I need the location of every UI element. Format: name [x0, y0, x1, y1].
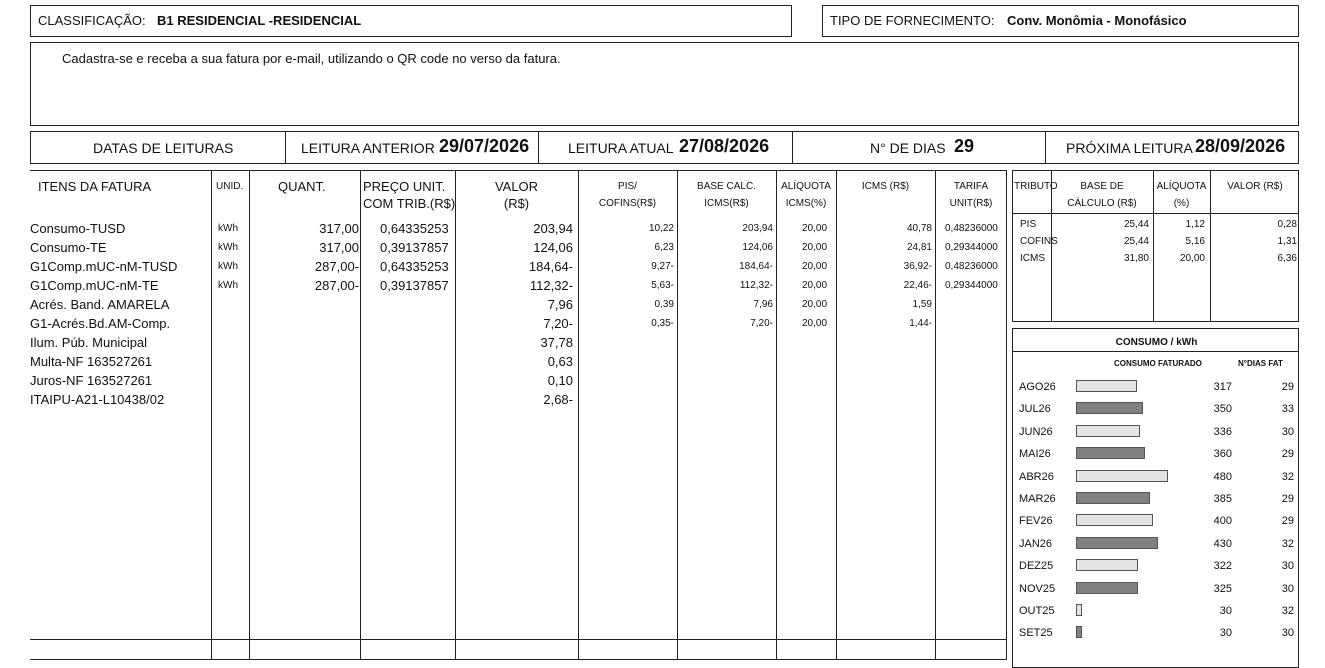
chart-dias-label: 33 [1281, 403, 1294, 416]
itens-tarifa-cell: 0,29344000 [945, 242, 998, 253]
chart-row [1013, 466, 1300, 488]
num-dias-value: 29 [954, 136, 975, 156]
col-valor-1: VALOR [494, 179, 539, 194]
chart-row [1013, 510, 1300, 532]
itens-row [30, 238, 1007, 257]
chart-month-label: FEV26 [1019, 515, 1053, 528]
leitura-atual-label: LEITURA ATUAL [568, 140, 674, 156]
chart-month-label: JUL26 [1019, 403, 1051, 416]
chart-month-label: AGO26 [1019, 381, 1056, 393]
chart-bar [1076, 492, 1150, 504]
itens-item-cell: G1-Acrés.Bd.AM-Comp. [30, 316, 171, 331]
chart-month-label: DEZ25 [1019, 560, 1054, 573]
itens-icms-cell: 1,59 [912, 299, 932, 310]
tributo-valor-cell: 1,31 [1277, 236, 1297, 247]
itens-valor-cell: 112,32- [529, 278, 573, 293]
chart-col-dias: N°DIAS FAT [1238, 359, 1283, 368]
itens-item-cell: G1Comp.mUC-nM-TUSD [30, 259, 178, 274]
chart-value-label: 350 [1213, 403, 1232, 416]
chart-month-label: MAR26 [1019, 493, 1056, 505]
itens-aliq-cell: 20,00 [802, 318, 828, 329]
tributo-base: 25,44 [1123, 219, 1149, 230]
tributo-aliq: 5,16 [1185, 236, 1205, 247]
chart-bar [1076, 626, 1082, 638]
chart-value-label: 385 [1213, 493, 1232, 505]
itens-row [30, 257, 1007, 276]
tributo-valor-cell: 0,28 [1277, 219, 1297, 230]
itens-item-cell: ITAIPU-A21-L10438/02 [30, 392, 165, 407]
itens-table [30, 170, 1007, 660]
chart-dias-label: 30 [1281, 627, 1294, 640]
itens-base-cell: 124,06 [742, 242, 773, 253]
chart-value-label: 400 [1213, 515, 1232, 528]
itens-icms-cell: 1,44- [909, 318, 932, 329]
itens-base-cell: 203,94 [742, 223, 773, 234]
chart-row [1013, 600, 1300, 622]
chart-month-label: JAN26 [1019, 537, 1053, 550]
tributo-aliq: 1,12 [1185, 219, 1205, 230]
col-aliq-1: ALÍQUOTA [781, 181, 831, 192]
chart-bar [1076, 470, 1168, 482]
itens-valor-cell: 203,94 [533, 221, 573, 236]
tributo-base: 31,80 [1123, 253, 1149, 264]
chart-value-label: 360 [1213, 448, 1232, 461]
itens-base-cell: 7,20- [750, 318, 773, 329]
chart-dias-label: 32 [1281, 537, 1294, 550]
chart-month-label: JUN26 [1019, 425, 1053, 438]
itens-pis-cell: 0,35- [651, 318, 674, 329]
itens-valor-cell: 7,96 [547, 297, 573, 312]
itens-valor-cell: 184,64- [528, 259, 573, 274]
chart-bar [1076, 559, 1138, 571]
itens-row [30, 314, 1007, 333]
itens-unid-cell: kWh [218, 242, 238, 253]
col-unid: UNID. [216, 181, 244, 192]
tributo-nome: ICMS [1020, 253, 1045, 264]
chart-month-label: SET25 [1019, 627, 1053, 640]
chart-dias-label: 29 [1281, 448, 1294, 461]
itens-tarifa-cell: 0,29344000 [945, 280, 998, 291]
chart-value-label: 336 [1213, 425, 1232, 438]
chart-value-label: 325 [1213, 582, 1232, 595]
itens-valor-cell: 37,78 [540, 335, 573, 350]
itens-item-cell: G1Comp.mUC-nM-TE [30, 278, 159, 293]
tributo-base: 25,44 [1123, 236, 1149, 247]
proxima-leitura-label: PRÓXIMA LEITURA [1066, 140, 1193, 156]
itens-icms-cell: 22,46- [903, 280, 932, 291]
itens-pis-cell: 5,63- [651, 280, 674, 291]
chart-month-label: NOV25 [1019, 582, 1056, 595]
chart-value-label: 30 [1219, 627, 1232, 640]
chart-title: CONSUMO / kWh [1115, 337, 1198, 348]
itens-icms-cell: 36,92- [903, 261, 932, 272]
itens-quant-cell: 287,00- [314, 278, 359, 293]
num-dias-label: N° DE DIAS [870, 140, 946, 156]
col-tarifa-1: TARIFA [953, 181, 989, 192]
tributo-nome: PIS [1020, 219, 1037, 230]
col-base-1: BASE CALC. [697, 181, 756, 192]
col-preco-2: COM TRIB.(R$) [363, 196, 456, 211]
chart-dias-label: 29 [1281, 493, 1294, 505]
col-itens: ITENS DA FATURA [38, 179, 152, 194]
itens-aliq-cell: 20,00 [802, 299, 828, 310]
chart-dias-label: 30 [1281, 582, 1294, 595]
itens-aliq-cell: 20,00 [802, 223, 828, 234]
chart-row [1013, 622, 1300, 644]
itens-item-cell: Multa-NF 163527261 [30, 354, 153, 369]
col-base-2: ICMS(R$) [704, 198, 749, 209]
leituras-box [30, 131, 1299, 164]
chart-value-label: 322 [1213, 560, 1232, 573]
chart-row [1013, 376, 1300, 398]
itens-row [30, 333, 1007, 352]
chart-bar [1076, 380, 1137, 392]
itens-valor-cell: 2,68- [543, 392, 573, 407]
chart-value-label: 430 [1213, 537, 1232, 550]
proxima-leitura-value: 28/09/2026 [1195, 136, 1286, 156]
col-quant: QUANT. [278, 179, 326, 194]
col-aliq-2: ICMS(%) [785, 198, 827, 209]
chart-value-label: 30 [1219, 605, 1232, 617]
itens-valor-cell: 7,20- [543, 316, 573, 331]
classificacao-box [30, 5, 792, 37]
itens-icms-cell: 24,81 [906, 242, 932, 253]
chart-month-label: ABR26 [1019, 470, 1054, 483]
itens-unid-cell: kWh [218, 223, 238, 234]
itens-row [30, 276, 1007, 295]
chart-bar [1076, 402, 1143, 414]
chart-bar [1076, 582, 1138, 594]
tributo-aliq: 20,00 [1179, 253, 1205, 264]
tributo-aliq-1: ALÍQUOTA [1156, 181, 1207, 192]
tributo-row [1013, 233, 1300, 250]
itens-preco-cell: 0,64335253 [380, 221, 449, 236]
chart-month-label: MAI26 [1019, 448, 1051, 461]
itens-pis-cell: 9,27- [651, 261, 674, 272]
itens-item-cell: Acrés. Band. AMARELA [30, 297, 170, 312]
itens-base-cell: 7,96 [753, 299, 773, 310]
tributo-row [1013, 250, 1300, 267]
itens-aliq-cell: 20,00 [802, 261, 828, 272]
itens-quant-cell: 287,00- [314, 259, 359, 274]
col-preco-1: PREÇO UNIT. [363, 179, 446, 194]
itens-item-cell: Ilum. Púb. Municipal [30, 335, 148, 350]
chart-bar [1076, 425, 1140, 437]
chart-dias-label: 29 [1281, 381, 1294, 393]
tributo-col: TRIBUTO [1014, 181, 1058, 192]
leitura-atual-value: 27/08/2026 [679, 136, 770, 156]
itens-base-cell: 112,32- [739, 280, 773, 291]
itens-pis-cell: 10,22 [648, 223, 674, 234]
tributo-valor-cell: 6,36 [1277, 253, 1297, 264]
itens-row [30, 219, 1007, 238]
leituras-title: DATAS DE LEITURAS [93, 140, 234, 156]
chart-bar [1076, 604, 1082, 616]
tributo-row [1013, 216, 1300, 233]
itens-quant-cell: 317,00 [319, 240, 359, 255]
chart-value-label: 480 [1213, 470, 1232, 483]
chart-col-consumo: CONSUMO FATURADO [1114, 359, 1202, 368]
itens-pis-cell: 6,23 [654, 242, 674, 253]
chart-row [1013, 533, 1300, 555]
itens-item-cell: Consumo-TE [30, 240, 107, 255]
itens-item-cell: Consumo-TUSD [30, 221, 126, 236]
chart-row [1013, 555, 1300, 577]
itens-icms-cell: 40,78 [906, 223, 932, 234]
itens-preco-cell: 0,64335253 [380, 259, 449, 274]
mensagem-box [30, 42, 1299, 126]
col-icms: ICMS (R$) [861, 181, 910, 192]
chart-dias-label: 32 [1281, 605, 1294, 617]
tributo-valor: VALOR (R$) [1227, 181, 1283, 192]
col-valor-2: (R$) [503, 196, 530, 211]
itens-preco-cell: 0,39137857 [380, 278, 449, 293]
chart-value-label: 317 [1213, 381, 1232, 393]
itens-item-cell: Juros-NF 163527261 [30, 373, 153, 388]
chart-row [1013, 488, 1300, 510]
itens-tarifa-cell: 0,48236000 [945, 223, 998, 234]
col-pis-1: PIS/ [618, 181, 637, 192]
chart-bar [1076, 447, 1145, 459]
chart-dias-label: 30 [1281, 560, 1294, 573]
leitura-anterior-value: 29/07/2026 [439, 136, 530, 156]
chart-row [1013, 443, 1300, 465]
itens-aliq-cell: 20,00 [802, 242, 828, 253]
itens-quant-cell: 317,00 [319, 221, 359, 236]
tributo-base-2: CÁLCULO (R$) [1067, 198, 1137, 209]
chart-dias-label: 32 [1281, 470, 1294, 483]
itens-valor-cell: 0,63 [547, 354, 573, 369]
chart-row [1013, 578, 1300, 600]
chart-month-label: OUT25 [1019, 605, 1055, 617]
itens-aliq-cell: 20,00 [802, 280, 828, 291]
chart-row [1013, 421, 1300, 443]
itens-unid-cell: kWh [218, 280, 238, 291]
itens-row [30, 352, 1007, 371]
itens-row [30, 390, 1007, 409]
itens-valor-cell: 0,10 [547, 373, 573, 388]
itens-row [30, 295, 1007, 314]
itens-valor-cell: 124,06 [533, 240, 573, 255]
classificacao-label: CLASSIFICAÇÃO: [38, 13, 146, 28]
mensagem-text: Cadastra-se e receba a sua fatura por e-mail, utilizando o QR code no verso da fatura. [62, 51, 561, 66]
col-pis-2: COFINS(R$) [598, 198, 657, 209]
itens-row [30, 371, 1007, 390]
itens-tarifa-cell: 0,48236000 [945, 261, 998, 272]
fornecimento-value: Conv. Monômia - Monofásico [1007, 13, 1187, 28]
col-tarifa-2: UNIT(R$) [949, 198, 993, 209]
itens-base-cell: 184,64- [739, 261, 773, 272]
fornecimento-box [822, 5, 1299, 37]
tributo-base-1: BASE DE [1080, 181, 1124, 192]
chart-dias-label: 29 [1281, 515, 1294, 528]
tributos-table [1012, 170, 1299, 322]
leitura-anterior-label: LEITURA ANTERIOR [301, 140, 435, 156]
tributo-aliq-2: (%) [1173, 198, 1190, 209]
chart-bar [1076, 514, 1153, 526]
classificacao-value: B1 RESIDENCIAL -RESIDENCIAL [157, 13, 362, 28]
itens-unid-cell: kWh [218, 261, 238, 272]
chart-dias-label: 30 [1281, 425, 1294, 438]
itens-pis-cell: 0,39 [654, 299, 674, 310]
chart-row [1013, 398, 1300, 420]
fornecimento-label: TIPO DE FORNECIMENTO: [830, 13, 995, 28]
chart-bar [1076, 537, 1158, 549]
consumo-chart [1012, 328, 1299, 668]
itens-preco-cell: 0,39137857 [380, 240, 449, 255]
tributo-nome: COFINS [1020, 236, 1058, 247]
